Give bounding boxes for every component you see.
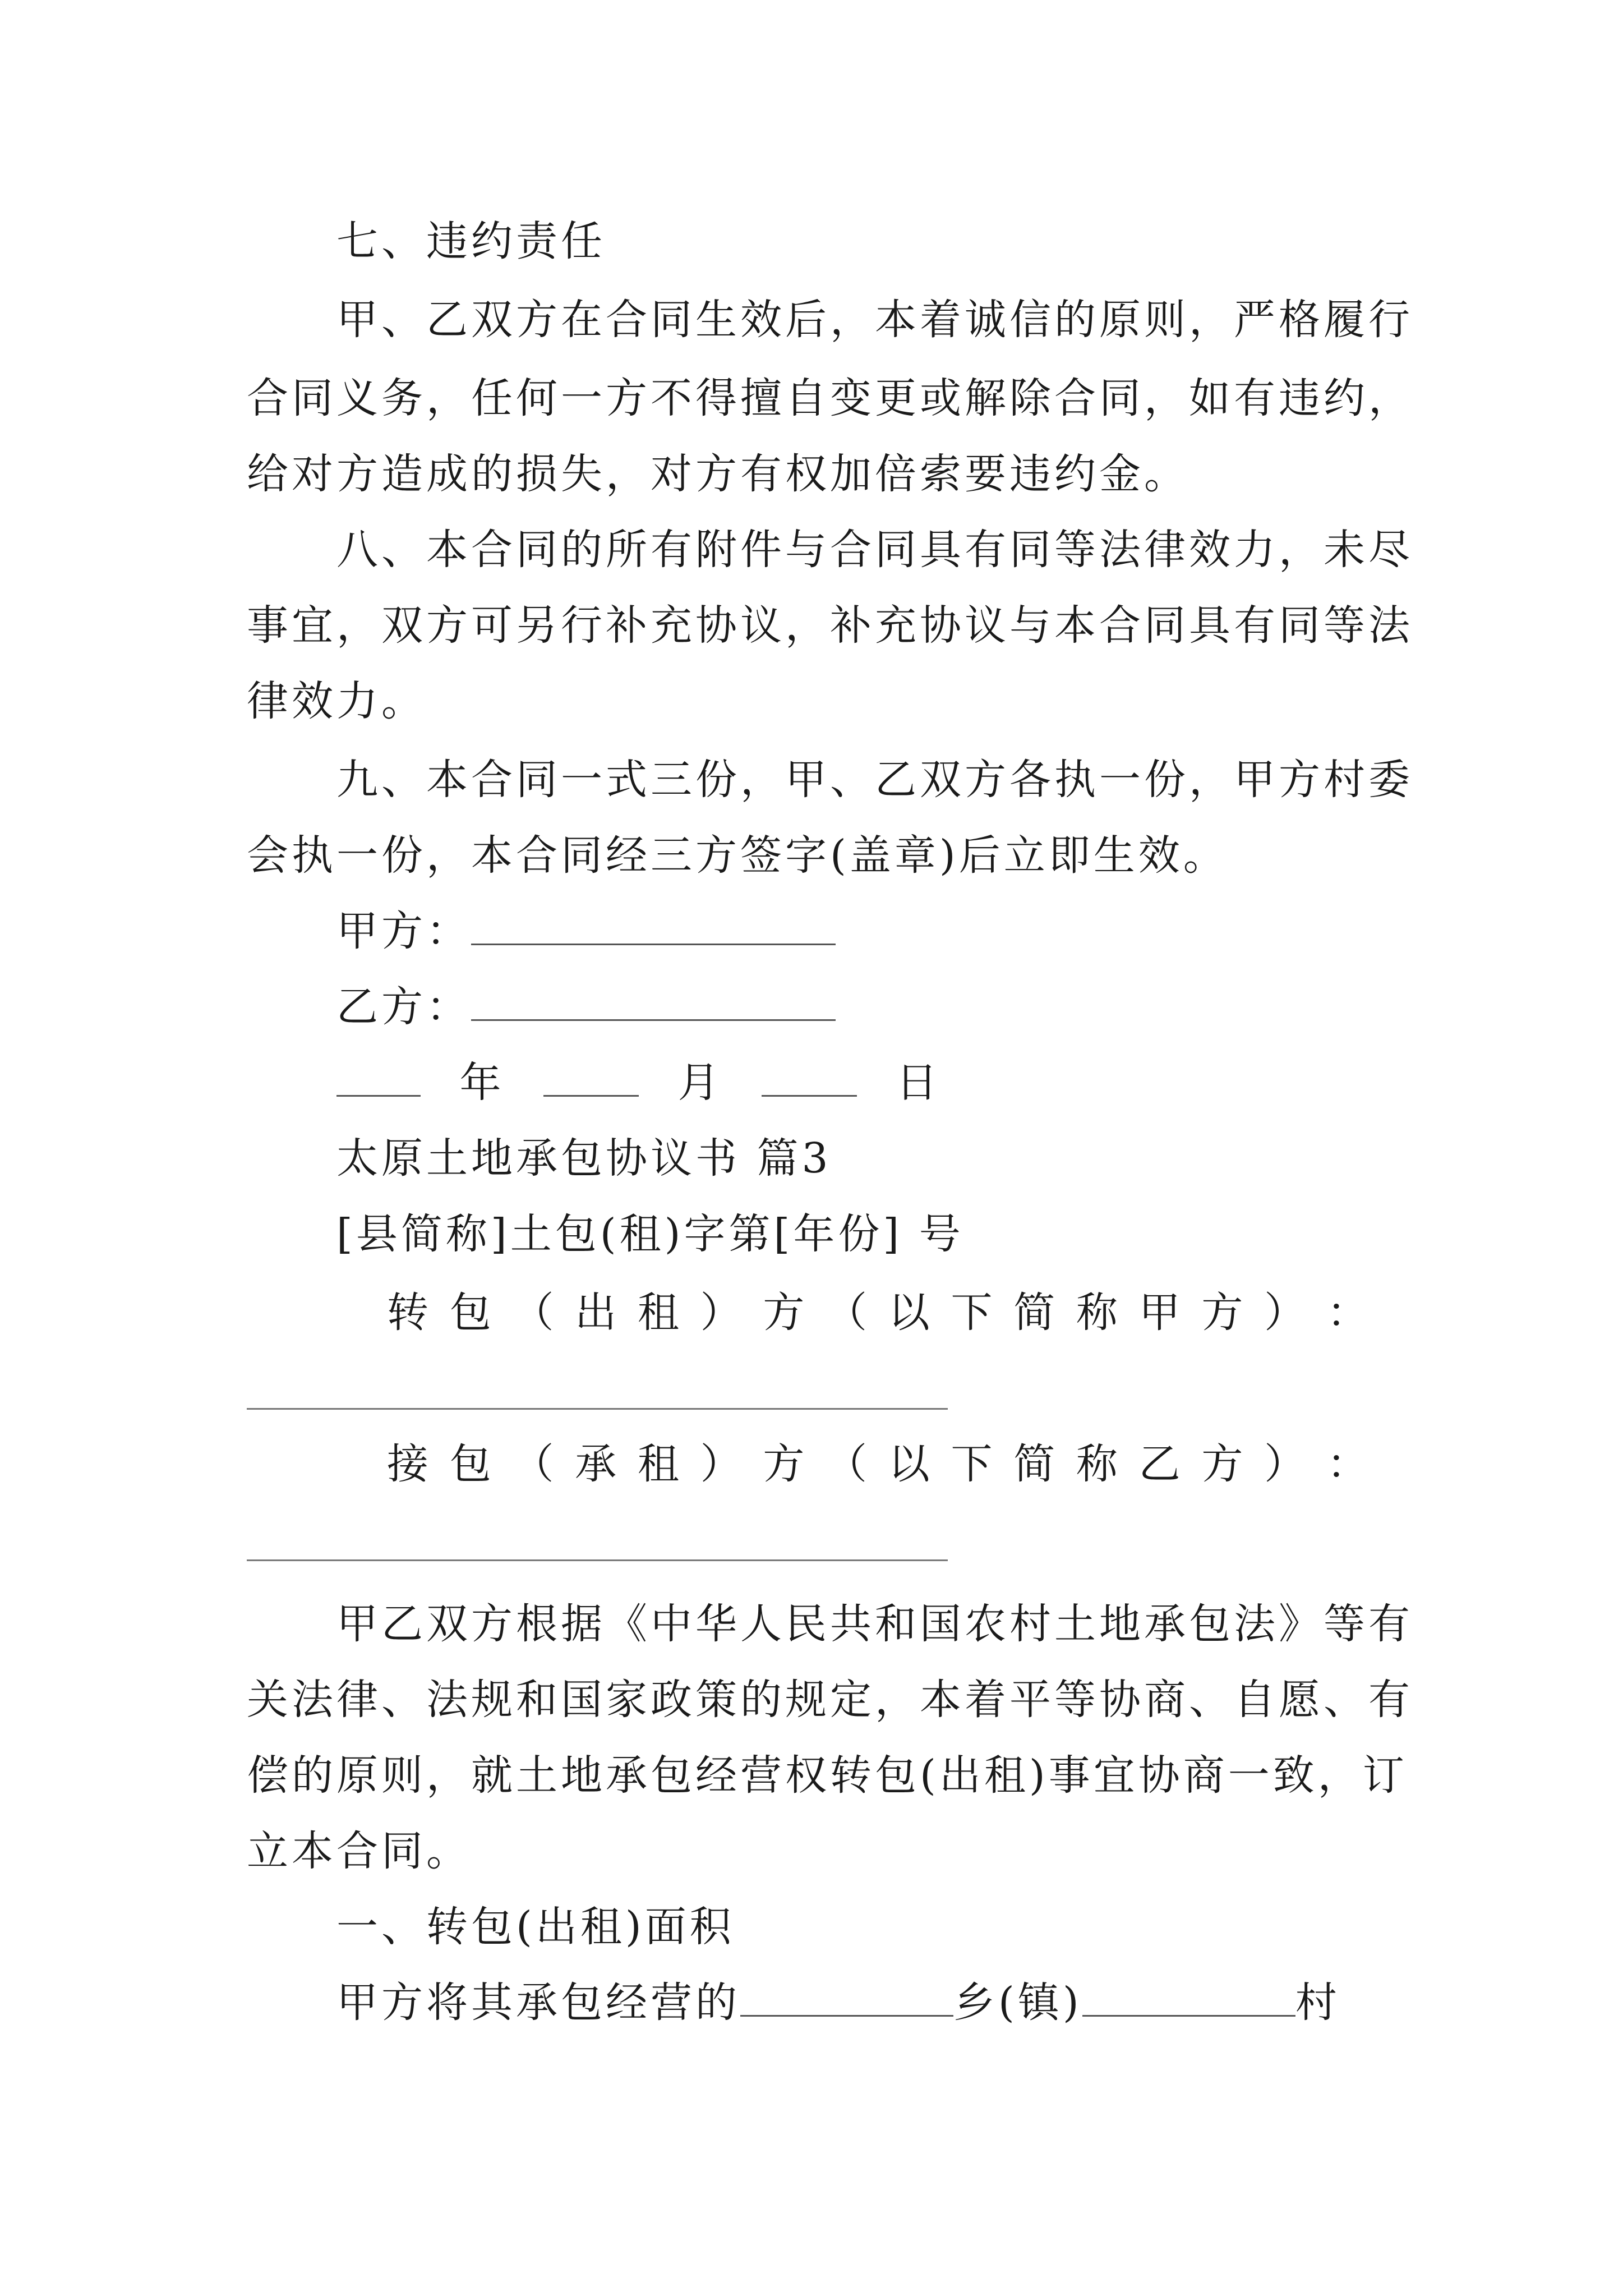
party-b-definition-char: 接 (387, 1440, 428, 1488)
party-b-definition-char: 以 (888, 1440, 930, 1488)
document-number: [县简称]土包(租)字第[年份] 号 (336, 1210, 964, 1258)
party-b-definition-char: （ (826, 1440, 868, 1488)
section-7-line-2: 合同义务，任何一方不得擅自变更或解除合同，如有违约， (247, 374, 1413, 422)
date-month-blank (543, 1060, 639, 1097)
party-b-definition (387, 1436, 1368, 1492)
section-9-line-2: 会执一份，本合同经三方签字(盖章)后立即生效。 (247, 831, 1228, 880)
signature-party-a-blank (471, 909, 836, 945)
party-a-definition-char: 下 (951, 1289, 993, 1337)
party-b-definition-char: 方 (1201, 1440, 1243, 1488)
date-year-blank (336, 1060, 421, 1097)
party-a-definition-char: 出 (575, 1289, 617, 1337)
party-a-definition-char: ： (1326, 1289, 1368, 1337)
party-a-definition-char: 方 (763, 1289, 805, 1337)
section-7-title: 七、违约责任 (336, 217, 606, 265)
party-b-definition-char: ） (1264, 1440, 1306, 1488)
party-b-definition-char: 下 (951, 1440, 993, 1488)
heading-part-3: 太原土地承包协议书 篇3 (336, 1134, 832, 1182)
village-blank (1082, 1980, 1295, 2017)
section-1-text-b: 乡(镇) (953, 1978, 1082, 2027)
party-a-definition-char: 包 (449, 1289, 491, 1337)
party-b-definition-char: 包 (449, 1440, 491, 1488)
party-a-definition-char: （ (826, 1289, 868, 1337)
party-b-definition-char: 简 (1013, 1440, 1055, 1488)
section-1-line-1 (336, 1975, 1340, 2031)
signature-party-b-blank (471, 984, 836, 1021)
date-day-blank (762, 1060, 857, 1097)
section-7-line-3: 给对方造成的损失，对方有权加倍索要违约金。 (247, 450, 1189, 498)
party-b-definition-char: 租 (637, 1440, 679, 1488)
section-1-text-a: 甲方将其承包经营的 (336, 1978, 740, 2027)
party-a-definition-char: 租 (637, 1289, 679, 1337)
party-a-definition-char: ） (1264, 1289, 1306, 1337)
party-a-definition (387, 1285, 1368, 1341)
party-a-definition-char: 以 (888, 1289, 930, 1337)
section-1-title: 一、转包(出租)面积 (336, 1903, 735, 1951)
party-b-definition-char: （ (512, 1440, 554, 1488)
section-1-text-c: 村 (1295, 1978, 1340, 2027)
intro-line-4: 立本合同。 (247, 1827, 471, 1875)
party-b-definition-char: ： (1326, 1440, 1368, 1488)
section-8-line-2: 事宜，双方可另行补充协议，补充协议与本合同具有同等法 (247, 601, 1413, 650)
intro-line-2: 关法律、法规和国家政策的规定，本着平等协商、自愿、有 (247, 1676, 1413, 1724)
party-b-definition-char: 承 (575, 1440, 617, 1488)
party-a-definition-char: （ (512, 1289, 554, 1337)
section-7-line-1: 甲、乙双方在合同生效后，本着诚信的原则，严格履行 (336, 296, 1413, 344)
party-a-definition-char: 简 (1013, 1289, 1055, 1337)
party-a-definition-char: 称 (1076, 1289, 1118, 1337)
date-line (336, 1055, 963, 1111)
signature-party-a (336, 903, 836, 959)
party-b-definition-char: 方 (763, 1440, 805, 1488)
intro-line-1: 甲乙双方根据《中华人民共和国农村土地承包法》等有 (336, 1600, 1413, 1648)
party-a-definition-char: 转 (387, 1289, 428, 1337)
signature-party-a-label: 甲方： (336, 907, 471, 955)
date-month-label: 月 (677, 1059, 723, 1107)
date-year-label: 年 (459, 1059, 505, 1107)
intro-line-3: 偿的原则，就土地承包经营权转包(出租)事宜协商一致，订 (247, 1751, 1408, 1800)
section-9-line-1: 九、本合同一式三份，甲、乙双方各执一份，甲方村委 (336, 756, 1413, 804)
party-b-definition-char: 乙 (1138, 1440, 1181, 1488)
party-b-blank-line (247, 1559, 948, 1561)
signature-party-b-label: 乙方： (336, 983, 471, 1031)
signature-party-b (336, 979, 836, 1035)
party-a-definition-char: ） (700, 1289, 742, 1337)
party-a-definition-char: 甲 (1138, 1289, 1181, 1337)
party-b-definition-char: 称 (1076, 1440, 1118, 1488)
party-a-blank-line (247, 1408, 948, 1410)
date-day-label: 日 (896, 1059, 941, 1107)
party-a-definition-char: 方 (1201, 1289, 1243, 1337)
township-blank (740, 1980, 953, 2017)
section-8-line-3: 律效力。 (247, 677, 426, 725)
section-8-line-1: 八、本合同的所有附件与合同具有同等法律效力，未尽 (336, 526, 1413, 574)
party-b-definition-char: ） (700, 1440, 742, 1488)
